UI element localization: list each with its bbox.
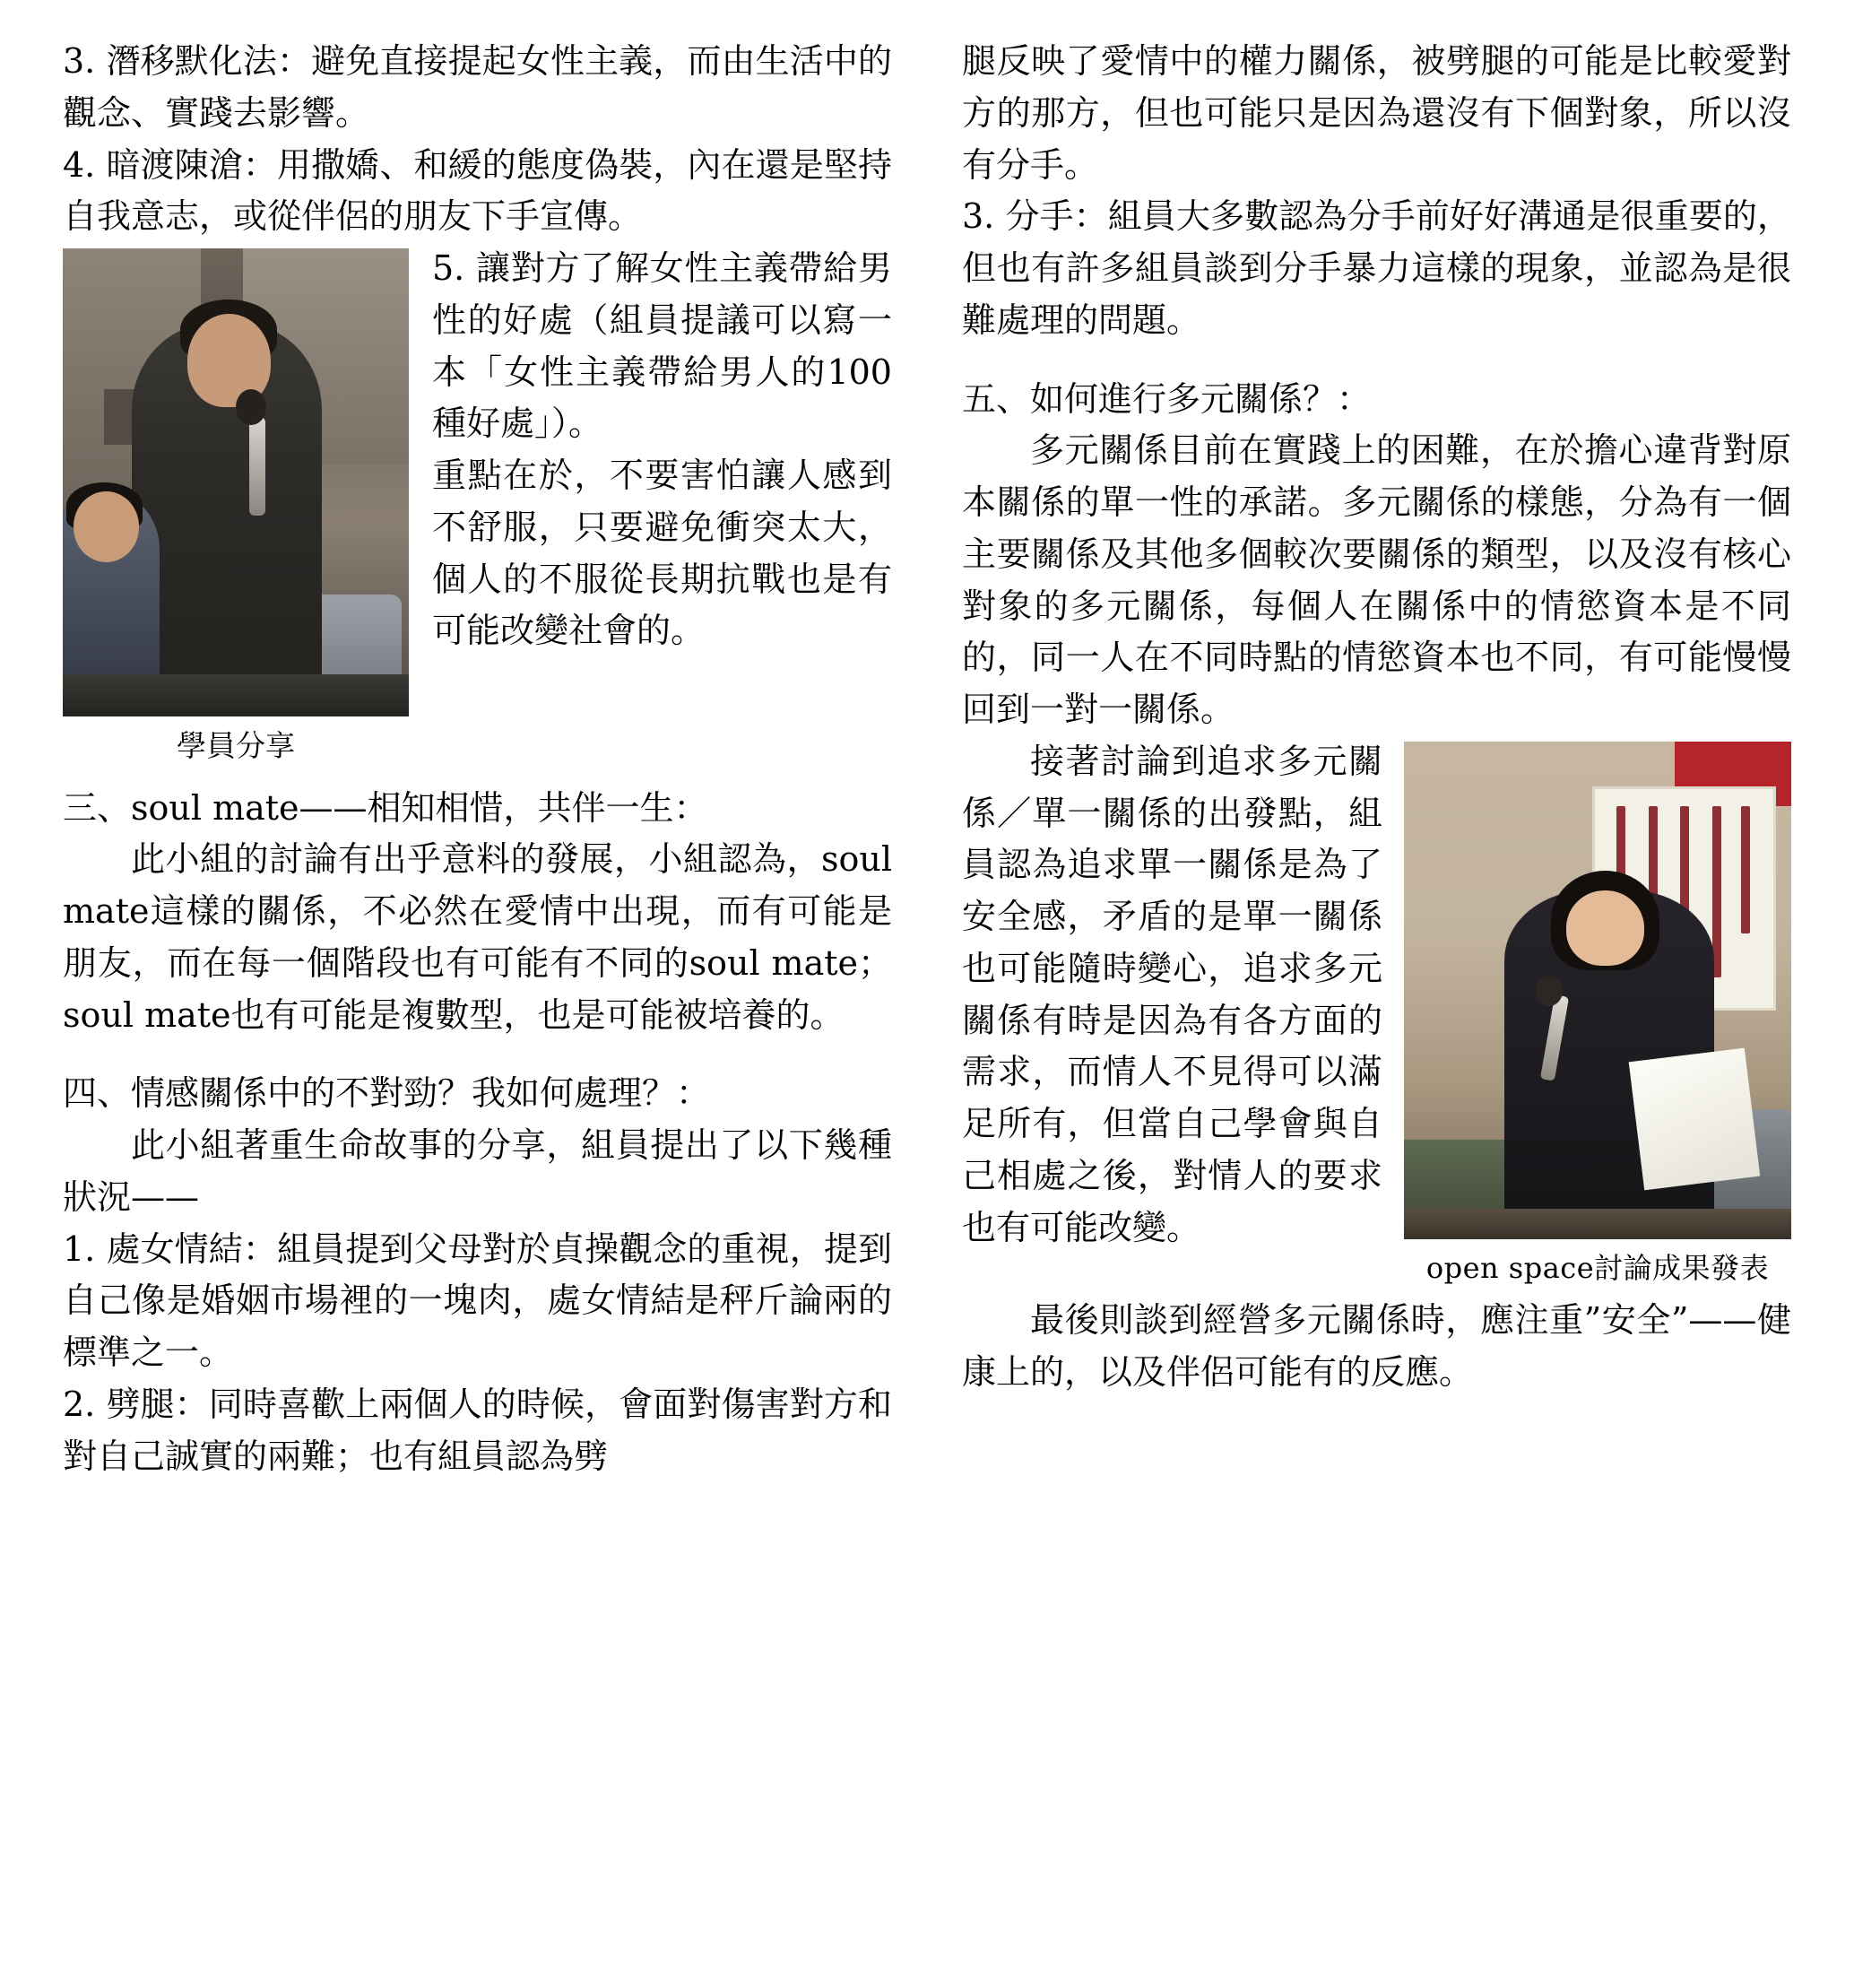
right-column: [962, 36, 1791, 1398]
paragraph-method-3: 3. 潛移默化法：避免直接提起女性主義，而由生活中的觀念、實踐去影響。: [63, 41, 892, 133]
figure-student-sharing: [63, 248, 409, 768]
figure-caption-student-sharing: 學員分享: [177, 728, 295, 763]
heading-section-5: 五、如何進行多元關係？：: [962, 378, 1372, 419]
paragraph-section-4-item-1: 1. 處女情結：組員提到父母對於貞操觀念的重視，提到自己像是婚姻市場裡的一塊肉，處女情結是秤斤論兩的標準之一。: [63, 1228, 892, 1372]
photo-student-sharing: [63, 248, 409, 716]
heading-section-4: 四、情感關係中的不對勁？我如何處理？：: [63, 1073, 711, 1114]
paragraph-method-4: 4. 暗渡陳滄：用撒嬌、和緩的態度偽裝，內在還是堅持自我意志，或從伴侶的朋友下手宣傳。: [63, 144, 892, 237]
paragraph-section-4-intro: 此小組著重生命故事的分享，組員提出了以下幾種狀況——: [63, 1125, 892, 1217]
paragraph-section-5-part-3: 最後則談到經營多元關係時，應注重”安全”——健康上的，以及伴侶可能有的反應。: [962, 1299, 1791, 1392]
paragraph-key-point: 重點在於，不要害怕讓人感到不舒服，只要避免衝突太大，個人的不服從長期抗戰也是有可能改變社會的。: [432, 456, 892, 651]
left-column: [63, 36, 927, 1482]
paragraph-section-5-part-1: 多元關係目前在實踐上的困難，在於擔心違背對原本關係的單一性的承諾。多元關係的樣態，分為有一個主要關係及其他多個較次要關係的類型，以及沒有核心對象的多元關係，每個人在關係中的情慾資本是不同的，同一人在不同時點的情慾資本也不同，有可能慢慢回到一對一關係。: [962, 430, 1791, 729]
paragraph-item-2-continued: 腿反映了愛情中的權力關係，被劈腿的可能是比較愛對方的那方，但也可能只是因為還沒有下個對象，所以沒有分手。: [962, 41, 1791, 185]
paragraph-section-4-item-3: 3. 分手：組員大多數認為分手前好好溝通是很重要的，但也有許多組員談到分手暴力這樣的現象，並認為是很難處理的問題。: [962, 196, 1791, 340]
paragraph-section-3-body: 此小組的討論有出乎意料的發展，小組認為，soul mate這樣的關係，不必然在愛情中出現，而有可能是朋友，而在每一個階段也有可能有不同的soul mate；soul mate也有可能是複數型，也是可能被培養的。: [63, 839, 927, 1035]
paragraph-section-5-part-2: 接著討論到追求多元關係／單一關係的出發點，組員認為追求單一關係是為了安全感，矛盾的是單一關係也可能隨時變心，追求多元關係有時是因為有各方面的需求，而情人不見得可以滿足所有，但當自己學會與自己相處之後，對情人的要求也有可能改變。: [962, 741, 1382, 1247]
figure-open-space: [1404, 742, 1791, 1289]
two-column-layout: [63, 36, 1791, 1482]
photo-open-space-presentation: [1404, 742, 1791, 1239]
paragraph-section-4-item-2: 2. 劈腿：同時喜歡上兩個人的時候，會面對傷害對方和對自己誠實的兩難；也有組員認為劈: [63, 1384, 892, 1476]
figure-caption-open-space: open space討論成果發表: [1425, 1250, 1770, 1285]
paragraph-method-5: 5. 讓對方了解女性主義帶給男性的好處（組員提議可以寫一本「女性主義帶給男人的100種好處」）。: [432, 248, 892, 444]
heading-section-3: 三、soul mate——相知相惜，共伴一生：: [63, 787, 708, 828]
